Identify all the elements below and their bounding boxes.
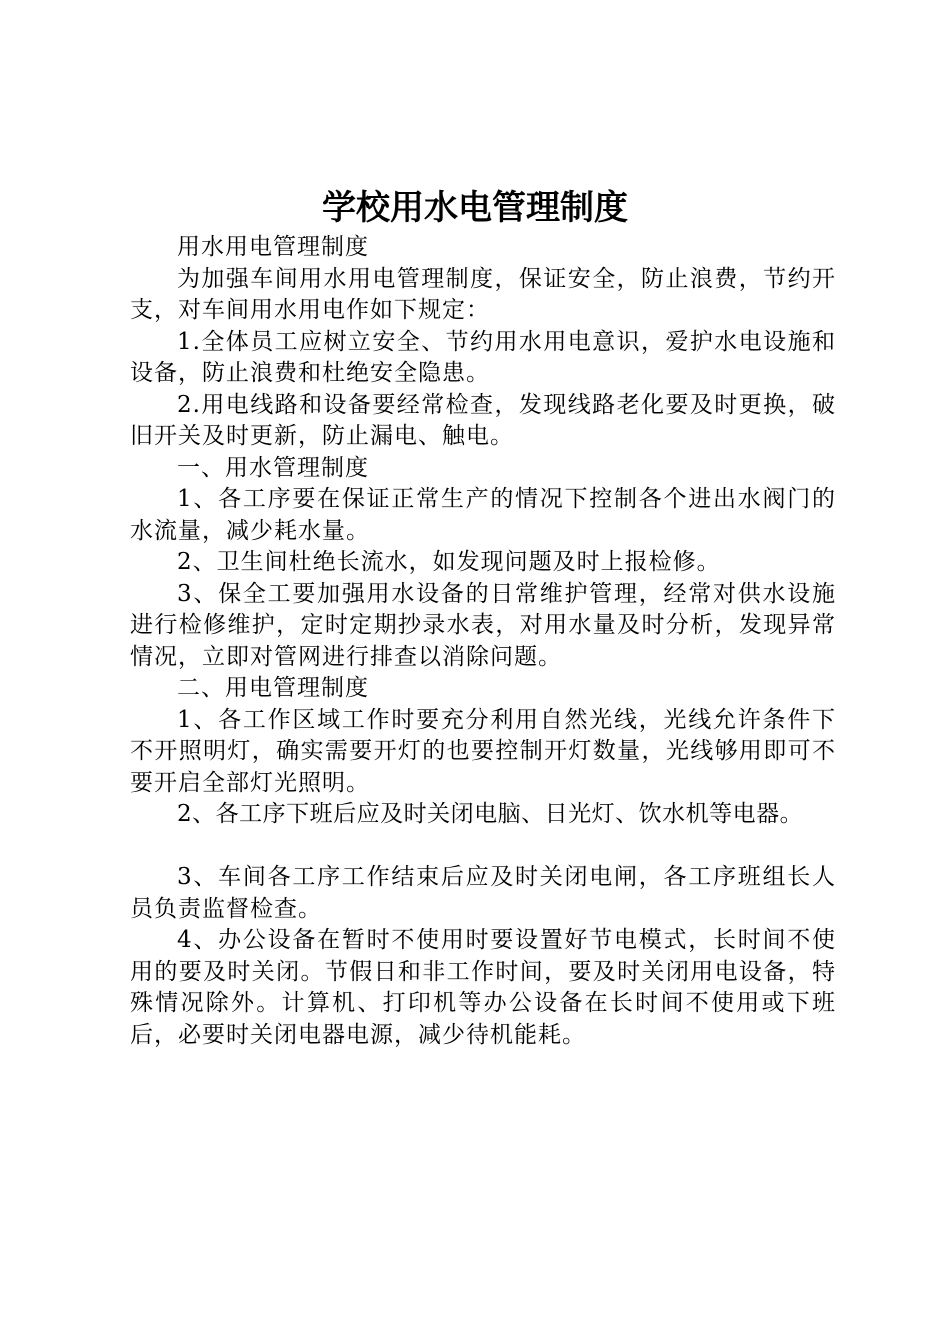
section-heading-water: 一、用水管理制度 xyxy=(177,454,369,481)
section-heading-electricity: 二、用电管理制度 xyxy=(177,675,369,701)
paragraph-water-3: 3、保全工要加强用水设备的日常维护管理，经常对供水设施进行检修维护，定时定期抄录水表，对用水量及时分析，发现异常情况，立即对管网进行排查以消除问题。 xyxy=(130,580,836,670)
paragraph-electricity-2: 2、各工序下班后应及时关闭电脑、日光灯、饮水机等电器。 xyxy=(177,801,804,827)
paragraph-electricity-3: 3、车间各工序工作结束后应及时关闭电闸，各工序班组长人员负责监督检查。 xyxy=(130,864,836,922)
blank-line xyxy=(130,831,836,863)
document-title: 学校用水电管理制度 xyxy=(322,188,628,228)
paragraph-intro: 为加强车间用水用电管理制度，保证安全，防止浪费，节约开支，对车间用水用电作如下规定： xyxy=(130,265,836,323)
paragraph-electricity-4: 4、办公设备在暂时不使用时要设置好节电模式，长时间不使用的要及时关闭。节假日和非工作时间，要及时关闭用电设备，特殊情况除外。计算机、打印机等办公设备在长时间不使用或下班后，必要时关闭电器电源，减少待机能耗。 xyxy=(130,927,836,1048)
paragraph-electricity-1: 1、各工作区域工作时要充分利用自然光线，光线允许条件下不开照明灯，确实需要开灯的也要控制开灯数量，光线够用即可不要开启全部灯光照明。 xyxy=(130,706,836,796)
paragraph-rule-2: 2.用电线路和设备要经常检查，发现线路老化要及时更换，破旧开关及时更新，防止漏电、触电。 xyxy=(130,391,836,449)
document-body xyxy=(130,232,836,1051)
paragraph-rule-1: 1.全体员工应树立安全、节约用水用电意识，爱护水电设施和设备，防止浪费和杜绝安全隐患。 xyxy=(130,328,836,386)
paragraph-water-1: 1、各工序要在保证正常生产的情况下控制各个进出水阀门的水流量，减少耗水量。 xyxy=(130,486,836,544)
paragraph-water-2: 2、卫生间杜绝长流水，如发现问题及时上报检修。 xyxy=(177,549,721,575)
paragraph-subtitle: 用水用电管理制度 xyxy=(177,234,369,260)
